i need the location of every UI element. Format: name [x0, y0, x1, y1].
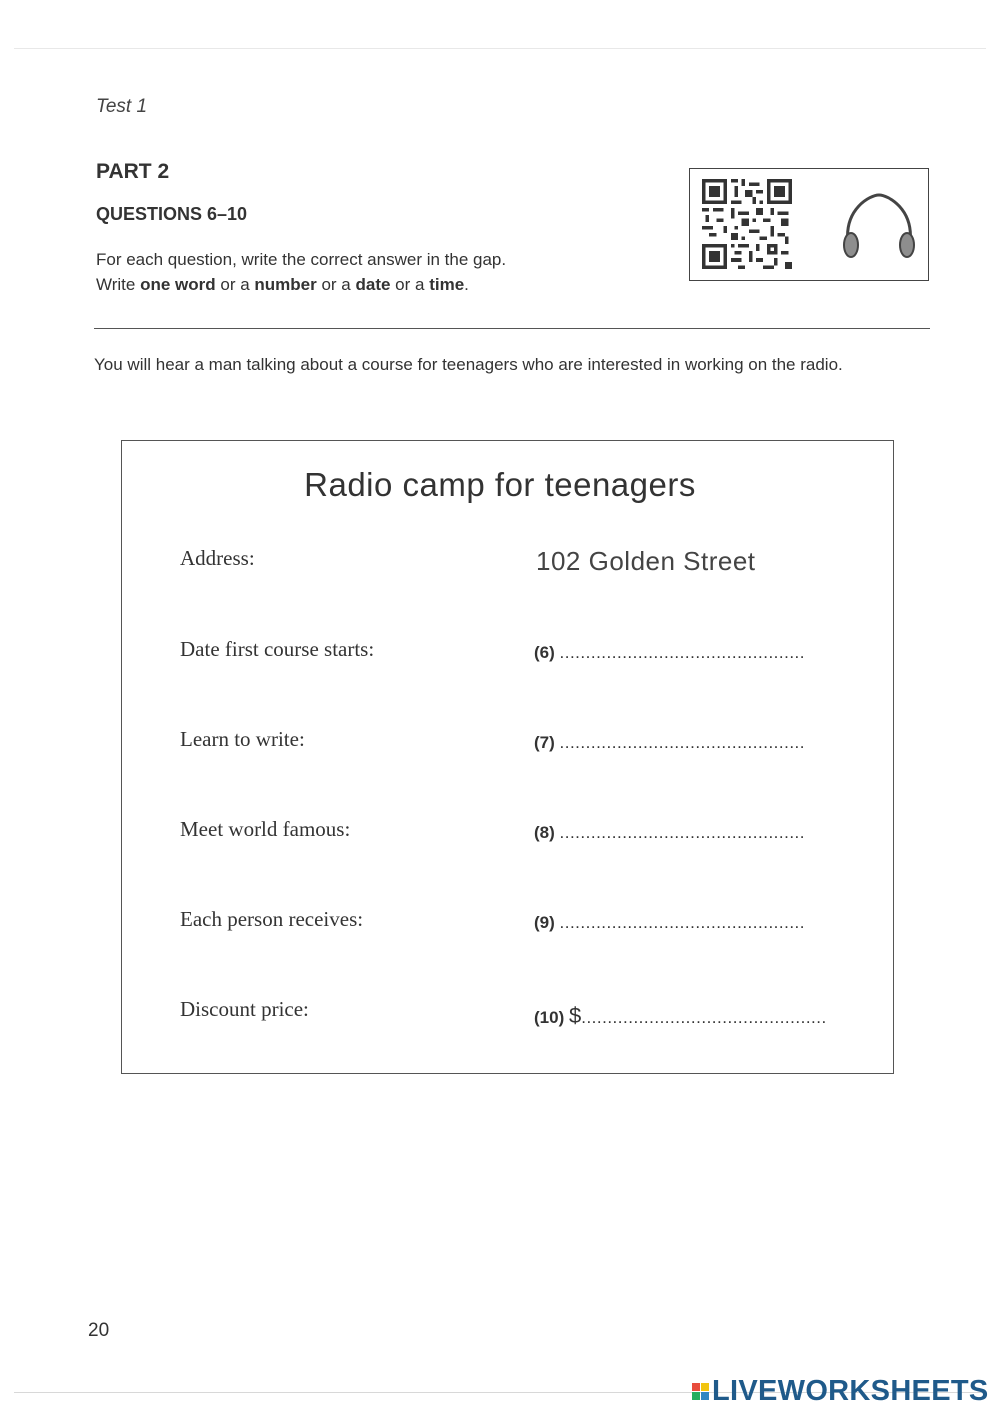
answer-gap-9[interactable]: (9) ............................................... — [534, 913, 806, 932]
brand-name: LIVEWORKSHEETS — [712, 1375, 989, 1407]
headphones-icon[interactable] — [836, 189, 922, 263]
address-value: 102 Golden Street — [536, 546, 756, 576]
test-label: Test 1 — [96, 96, 148, 117]
liveworksheets-mark-icon — [692, 1383, 709, 1400]
form-title: Radio camp for teenagers — [304, 466, 696, 503]
section-divider — [94, 328, 930, 329]
form-box — [121, 440, 894, 1074]
row-label-8: Meet world famous: — [180, 817, 351, 841]
brand-mark-square-e — [701, 1392, 709, 1400]
qr-code-icon[interactable] — [702, 179, 792, 269]
page-top-edge — [14, 48, 986, 49]
liveworksheets-logo[interactable] — [692, 1375, 989, 1408]
audio-box[interactable] — [689, 168, 929, 281]
row-label-7: Learn to write: — [180, 727, 305, 751]
page-number: 20 — [88, 1320, 110, 1341]
row-label-6: Date first course starts: — [180, 637, 375, 661]
brand-mark-square-i — [701, 1383, 709, 1391]
answer-gap-10[interactable]: (10) $............................................... — [534, 1003, 827, 1028]
instructions — [96, 247, 506, 297]
answer-gap-8[interactable]: (8) ............................................... — [534, 823, 806, 842]
brand-mark-square-l — [692, 1383, 700, 1391]
intro-text: You will hear a man talking about a course for teenagers who are interested in working on the radio. — [94, 355, 843, 374]
instruction-line-2: Write one word or a number or a date or a time. — [96, 275, 469, 294]
row-label-9: Each person receives: — [180, 907, 364, 931]
address-label: Address: — [180, 546, 255, 570]
questions-title: QUESTIONS 6–10 — [96, 204, 248, 224]
answer-gap-6[interactable]: (6) ............................................... — [534, 643, 806, 662]
row-label-10: Discount price: — [180, 997, 309, 1021]
part-title: PART 2 — [96, 160, 170, 183]
instruction-line-1: For each question, write the correct answer in the gap. — [96, 250, 507, 269]
brand-mark-square-v — [692, 1392, 700, 1400]
answer-gap-7[interactable]: (7) ............................................... — [534, 733, 806, 752]
